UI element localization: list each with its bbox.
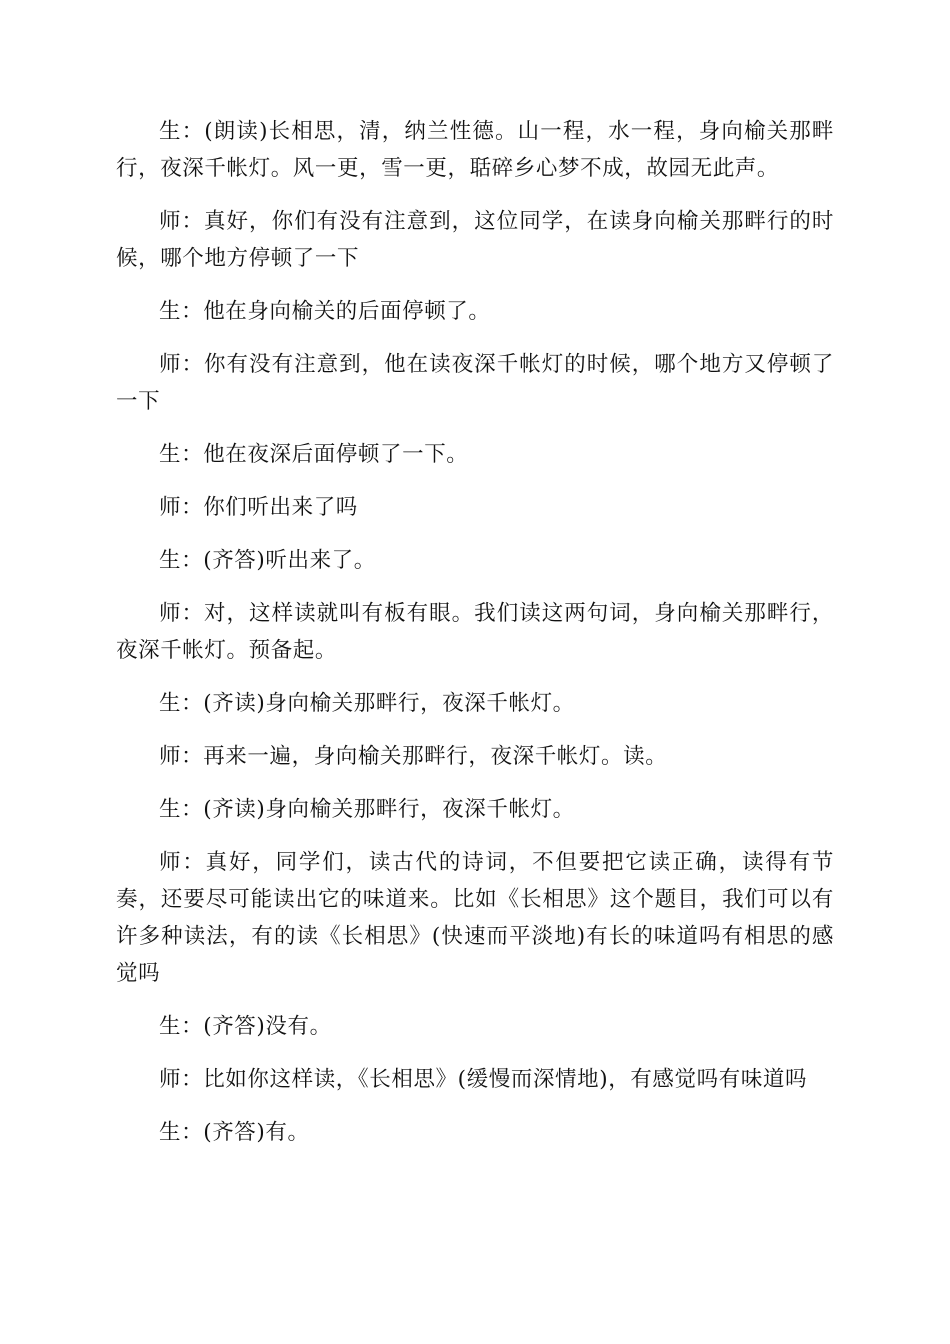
paragraph-14: 师：比如你这样读，《长相思》(缓慢而深情地)，有感觉吗有味道吗 [159,1067,808,1092]
paragraph-1: 生：(朗读)长相思，清，纳兰性德。山一程，水一程，身向榆关那畔行，夜深千帐灯。风一更，雪一更，聒碎乡心梦不成，故园无此声。 [116,119,834,181]
paragraph-12: 师：真好，同学们，读古代的诗词，不但要把它读正确，读得有节奏，还要尽可能读出它的味道来。比如《长相思》这个题目，我们可以有许多种读法，有的读《长相思》(快速而平淡地)有长的味道吗有相思的感觉吗 [116,850,834,986]
paragraph-6: 师：你们听出来了吗 [159,495,358,520]
paragraph-15: 生：(齐答)有。 [159,1120,310,1145]
paragraph-9: 生：(齐读)身向榆关那畔行，夜深千帐灯。 [159,691,575,716]
paragraph-10: 师：再来一遍，身向榆关那畔行，夜深千帐灯。读。 [159,744,668,769]
paragraph-4: 师：你有没有注意到，他在读夜深千帐灯的时候，哪个地方又停顿了一下 [116,352,834,414]
paragraph-8: 师：对，这样读就叫有板有眼。我们读这两句词，身向榆关那畔行，夜深千帐灯。预备起。 [116,601,834,663]
paragraph-11: 生：(齐读)身向榆关那畔行，夜深千帐灯。 [159,797,575,822]
paragraph-5: 生：他在夜深后面停顿了一下。 [159,442,469,467]
paragraph-2: 师：真好，你们有没有注意到，这位同学，在读身向榆关那畔行的时候，哪个地方停顿了一下 [116,209,834,271]
paragraph-3: 生：他在身向榆关的后面停顿了。 [159,299,491,324]
paragraph-13: 生：(齐答)没有。 [159,1014,332,1039]
paragraph-7: 生：(齐答)听出来了。 [159,548,376,573]
